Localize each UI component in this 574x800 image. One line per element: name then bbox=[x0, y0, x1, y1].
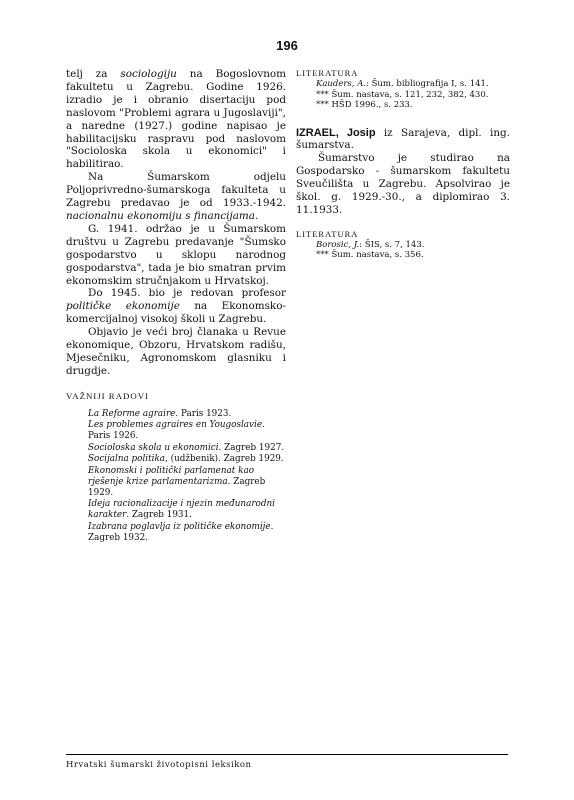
page-number: 196 bbox=[276, 38, 298, 53]
literature-item: Kauders, A.: Šum. bibliografija I, s. 141. bbox=[316, 79, 489, 89]
entry-paragraph: Šumarstvo je studirao na Gospodarsko - šumarskom fakultetu Sveučilišta u Zagrebu. Apsolvirao je škol. g. 1929.-30., a diplomirao 3. 11.1933. bbox=[296, 152, 510, 216]
work-item: Socioloska skola u ekonomici. Zagreb 1927. bbox=[88, 442, 285, 453]
entry-description: iz Sarajeva, dipl. ing. šumarstva. bbox=[296, 126, 510, 152]
work-item: La Reforme agraire. Paris 1923. bbox=[88, 408, 232, 419]
works-heading: VAŽNIJI RADOVI bbox=[66, 390, 149, 401]
right-column bbox=[296, 68, 510, 261]
paragraph: Objavio je veći broj članaka u Revue ekonomique, Obzoru, Hrvatskom radišu, Mjesečniku, Agronomskom glasniku i drugdje. bbox=[66, 326, 286, 377]
work-item: Ideja racionalizacije i njezin međunarodni karakter. Zagreb 1931. bbox=[88, 499, 275, 521]
work-item: Ekonomski i politički parlamenat kao rješenje krize parlamentarizma. Zagreb 1929. bbox=[88, 465, 266, 498]
biography-text bbox=[66, 68, 286, 378]
literature-heading-2: LITERATURA bbox=[296, 228, 359, 239]
literature-heading: LITERATURA bbox=[296, 68, 359, 78]
work-item: Izabrana poglavlja iz političke ekonomije. Zagreb 1932. bbox=[88, 521, 274, 543]
paragraph: G. 1941. održao je u Šumarskom društvu u Zagrebu predavanje "Šumsko gospodarstvo u sklopu narodnog gospodarstva", tada je bio smatran prvim ekonomskim stručnjakom u Hrvatskoj. bbox=[66, 222, 286, 287]
work-item: Socijalna politika, (udžbenik). Zagreb 1929. bbox=[88, 454, 284, 465]
literature-item: *** HŠD 1996., s. 233. bbox=[316, 100, 413, 110]
literature-list bbox=[296, 79, 510, 111]
entry-name: IZRAEL, Josip bbox=[296, 126, 376, 139]
literature-item: *** Šum. nastava, s. 121, 232, 382, 430. bbox=[316, 89, 489, 100]
works-list bbox=[66, 409, 286, 544]
literature-item: Borosic, J.: ŠIS, s. 7, 143. bbox=[316, 239, 425, 250]
paragraph: Do 1945. bio je redovan profesor političke ekonomije na Ekonomsko-komercijalnoj visokoj školi u Zagrebu. bbox=[66, 287, 286, 326]
literature-list-2 bbox=[296, 240, 510, 261]
left-column bbox=[66, 68, 286, 544]
footer: Hrvatski šumarski životopisni leksikon bbox=[66, 754, 508, 770]
work-item: Les problemes agraires en Yougoslavie. Paris 1926. bbox=[88, 420, 265, 442]
paragraph: telj za sociologiju na Bogoslovnom fakultetu u Zagrebu. Godine 1926. izradio je i obranio disertaciju pod naslovom "Problemi agrara u Jugoslaviji", a naredne (1927.) godine napisao je habilitacijsku raspravu pod naslovom "Socioloska skola u ekonomici" i habilitirao. bbox=[66, 68, 286, 171]
entry-izrael bbox=[296, 127, 510, 217]
literature-item: *** Šum. nastava, s. 356. bbox=[316, 250, 424, 261]
paragraph: Na Šumarskom odjelu Poljoprivredno-šumarskoga fakulteta u Zagrebu predavao je od 1933.-1942. nacionalnu ekonomiju s financijama. bbox=[66, 171, 286, 222]
